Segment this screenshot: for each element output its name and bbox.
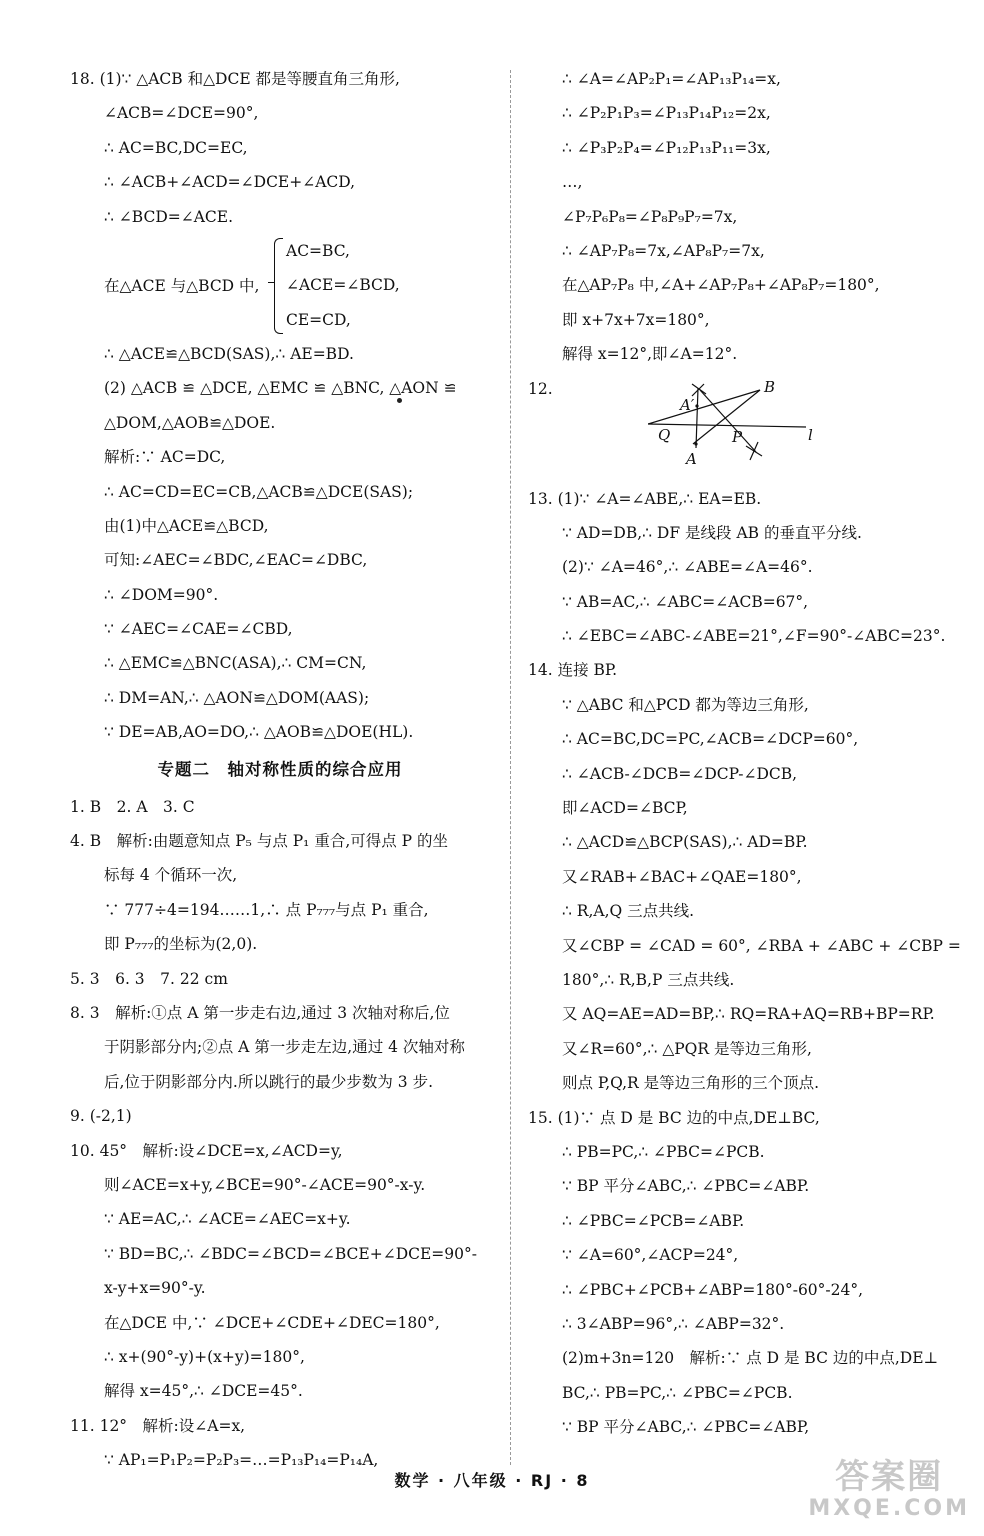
text-line: ∴ ∠A=∠AP₂P₁=∠AP₁₃P₁₄=x, xyxy=(562,70,781,88)
point-a xyxy=(694,442,697,445)
text-line: ∵ BP 平分∠ABC,∴ ∠PBC=∠ABP, xyxy=(562,1418,810,1437)
text-line: BC,∴ PB=PC,∴ ∠PBC=∠PCB. xyxy=(562,1383,793,1402)
text-line: 180°,∴ R,B,P 三点共线. xyxy=(562,970,735,989)
text-line: 4. B 解析:由题意知点 P₅ 与点 P₁ 重合,可得点 P 的坐 xyxy=(70,832,449,851)
text-line: 即 P₇₇₇的坐标为(2,0). xyxy=(104,935,258,954)
text-line: (2)m+3n=120 解析:∵ 点 D 是 BC 边的中点,DE⊥ xyxy=(562,1349,939,1368)
text-line: ∠P₇P₆P₈=∠P₈P₉P₇=7x, xyxy=(562,207,738,226)
text-line: ∴ ∠AP₇P₈=7x,∠AP₈P₇=7x, xyxy=(562,241,765,260)
text-line: 则∠ACE=x+y,∠BCE=90°-∠ACE=90°-x-y. xyxy=(104,1175,426,1194)
text-line: 解得 x=12°,即∠A=12°. xyxy=(562,345,738,364)
text-line: ∴ PB=PC,∴ ∠PBC=∠PCB. xyxy=(562,1142,765,1161)
text-line: ∴ ∠BCD=∠ACE. xyxy=(104,207,234,226)
point-a-prime xyxy=(695,404,698,407)
watermark-text: 答案圈 xyxy=(835,1457,944,1497)
section-heading: 专题二 轴对称性质的综合应用 xyxy=(157,759,403,779)
curly-brace xyxy=(274,238,283,334)
text-line: ∵ BP 平分∠ABC,∴ ∠PBC=∠ABP. xyxy=(562,1177,810,1196)
text-line: ∴ x+(90°-y)+(x+y)=180°, xyxy=(104,1347,305,1366)
text-line: ∵ ∠AEC=∠CAE=∠CBD, xyxy=(104,620,293,639)
problem-12-number: 12. xyxy=(528,379,553,398)
text-line: 9. (-2,1) xyxy=(70,1107,132,1126)
reflection-diagram xyxy=(648,376,828,476)
page-footer: 数学 · 八年级 · RJ · 8 xyxy=(394,1471,590,1490)
text-line: 14. 连接 BP. xyxy=(528,661,618,680)
text-line: 13. (1)∵ ∠A=∠ABE,∴ EA=EB. xyxy=(528,489,762,508)
text-line: ∴ ∠ACB-∠DCB=∠DCP-∠DCB, xyxy=(562,764,798,783)
text-line: (2)∵ ∠A=46°,∴ ∠ABE=∠A=46°. xyxy=(562,558,813,577)
curly-brace-tip xyxy=(268,282,274,283)
text-line: ∴ ∠P₂P₁P₃=∠P₁₃P₁₄P₁₂=2x, xyxy=(562,104,771,123)
line-l xyxy=(648,424,806,427)
problems-13-15 xyxy=(528,482,961,1445)
text-line: ∴ ∠PBC+∠PCB+∠ABP=180°-60°-24°, xyxy=(562,1280,864,1299)
text-line: 18. (1)∵ △ACB 和△DCE 都是等腰直角三角形, xyxy=(70,70,400,88)
label-l: l xyxy=(808,425,813,444)
watermark-url: MXQE.COM xyxy=(808,1496,970,1521)
text-line: ∴ ∠ACB+∠ACD=∠DCE+∠ACD, xyxy=(104,173,356,192)
text-line: 由(1)中△ACE≌△BCD, xyxy=(104,516,269,535)
column-divider xyxy=(510,70,511,1465)
text-line: ∠ACB=∠DCE=90°, xyxy=(104,104,259,123)
text-line: 即 x+7x+7x=180°, xyxy=(562,310,710,329)
label-q: Q xyxy=(658,425,671,444)
brace-label: 在△ACE 与△BCD 中, xyxy=(104,276,260,295)
text-line: ∴ ∠PBC=∠PCB=∠ABP. xyxy=(562,1211,745,1230)
text-line: 于阴影部分内;②点 A 第一步走左边,通过 4 次轴对称 xyxy=(104,1038,465,1057)
text-line: ∴ AC=BC,DC=PC,∠ACB=∠DCP=60°, xyxy=(562,730,859,749)
text-line: 即∠ACD=∠BCP, xyxy=(562,799,688,818)
text-line: ∵ 777÷4=194……1,∴ 点 P₇₇₇与点 P₁ 重合, xyxy=(104,900,429,919)
watermark-logo xyxy=(808,1458,970,1522)
text-line: ∴ DM=AN,∴ △AON≌△DOM(AAS); xyxy=(104,688,370,707)
text-line: ∵ AB=AC,∴ ∠ABC=∠ACB=67°, xyxy=(562,592,809,611)
text-line: ∴ AC=CD=EC=CB,△ACB≌△DCE(SAS); xyxy=(104,482,414,501)
problem-12-figure-row xyxy=(528,372,948,482)
text-line: ∵ AD=DB,∴ DF 是线段 AB 的垂直平分线. xyxy=(562,523,862,542)
text-line: 在△AP₇P₈ 中,∠A+∠AP₇P₈+∠AP₈P₇=180°, xyxy=(562,276,880,295)
label-b: B xyxy=(764,377,776,396)
label-a: A xyxy=(686,449,697,468)
text-line: ∵ DE=AB,AO=DO,∴ △AOB≌△DOE(HL). xyxy=(104,723,414,742)
text-line: 又∠RAB+∠BAC+∠QAE=180°, xyxy=(562,867,802,886)
text-line: 则点 P,Q,R 是等边三角形的三个顶点. xyxy=(562,1074,820,1093)
text-line: ∴ R,A,Q 三点共线. xyxy=(562,902,695,921)
text-line: 又∠R=60°,∴ △PQR 是等边三角形, xyxy=(562,1039,812,1058)
brace-system xyxy=(70,234,490,337)
text-line: ∵ BD=BC,∴ ∠BDC=∠BCD=∠BCE+∠DCE=90°- xyxy=(104,1244,477,1263)
text-line: 又 AQ=AE=AD=BP,∴ RQ=RA+AQ=RB+BP=RP. xyxy=(562,1005,935,1024)
text-line: △DOM,△AOB≌△DOE. xyxy=(104,413,276,432)
text-line: ∴ ∠P₃P₂P₄=∠P₁₂P₁₃P₁₁=3x, xyxy=(562,138,771,157)
text-line: 解析:∵ AC=DC, xyxy=(104,448,226,467)
brace-item: CE=CD, xyxy=(286,310,351,329)
text-line: (2) △ACB ≌ △DCE, △EMC ≌ △BNC, △AON ≌ xyxy=(104,379,457,398)
label-a-prime: A′ xyxy=(680,395,695,414)
text-line: …, xyxy=(562,173,583,192)
text-line: ∴ AC=BC,DC=EC, xyxy=(104,138,248,157)
brace-items xyxy=(286,234,400,337)
answers-section xyxy=(70,790,490,1478)
text-line: ∴ 3∠ABP=96°,∴ ∠ABP=32°. xyxy=(562,1314,785,1333)
text-line: ∴ △EMC≌△BNC(ASA),∴ CM=CN, xyxy=(104,654,367,673)
text-line: 解得 x=45°,∴ ∠DCE=45°. xyxy=(104,1382,303,1401)
text-line: 标每 4 个循环一次, xyxy=(104,866,238,885)
text-line: ∵ △ABC 和△PCD 都为等边三角形, xyxy=(562,695,809,714)
text-line: ∵ ∠A=60°,∠ACP=24°, xyxy=(562,1246,739,1265)
text-line: 15. (1)∵ 点 D 是 BC 边的中点,DE⊥BC, xyxy=(528,1108,820,1127)
stray-dot xyxy=(397,398,402,403)
problem-18-part1 xyxy=(70,62,490,234)
segment-a-b xyxy=(693,390,760,444)
arc-mark xyxy=(750,442,758,460)
text-line: ∴ △ACE≌△BCD(SAS),∴ AE=BD. xyxy=(104,344,354,363)
text-line: ∴ △ACD≌△BCP(SAS),∴ AD=BP. xyxy=(562,833,808,852)
text-line: ∵ AE=AC,∴ ∠ACE=∠AEC=x+y. xyxy=(104,1210,351,1229)
text-line: 又∠CBP = ∠CAD = 60°, ∠RBA + ∠ABC + ∠CBP = xyxy=(562,936,961,955)
text-line: 可知:∠AEC=∠BDC,∠EAC=∠DBC, xyxy=(104,551,368,570)
text-line: 10. 45° 解析:设∠DCE=x,∠ACD=y, xyxy=(70,1141,343,1160)
text-line: ∴ ∠EBC=∠ABC-∠ABE=21°,∠F=90°-∠ABC=23°. xyxy=(562,627,946,646)
text-line: 5. 3 6. 3 7. 22 cm xyxy=(70,969,228,988)
brace-item: ∠ACE=∠BCD, xyxy=(286,276,400,295)
text-line: 1. B 2. A 3. C xyxy=(70,797,195,816)
right-column xyxy=(528,62,961,1444)
left-column xyxy=(70,62,490,1477)
text-line: 11. 12° 解析:设∠A=x, xyxy=(70,1416,246,1435)
perpendicular-line xyxy=(696,388,698,448)
text-line: x-y+x=90°-y. xyxy=(104,1279,206,1298)
text-line: ∴ ∠DOM=90°. xyxy=(104,585,219,604)
text-line: 后,位于阴影部分内.所以跳行的最少步数为 3 步. xyxy=(104,1072,433,1091)
text-line: 在△DCE 中,∵ ∠DCE+∠CDE+∠DEC=180°, xyxy=(104,1313,440,1332)
problem-11-continued xyxy=(528,62,948,372)
label-p: P xyxy=(732,427,743,446)
text-line: 8. 3 解析:①点 A 第一步走右边,通过 3 次轴对称后,位 xyxy=(70,1003,450,1022)
brace-item: AC=BC, xyxy=(286,241,350,260)
text-line: ∵ AP₁=P₁P₂=P₂P₃=…=P₁₃P₁₄=P₁₄A, xyxy=(104,1451,379,1470)
problem-18-part2 xyxy=(70,337,490,750)
